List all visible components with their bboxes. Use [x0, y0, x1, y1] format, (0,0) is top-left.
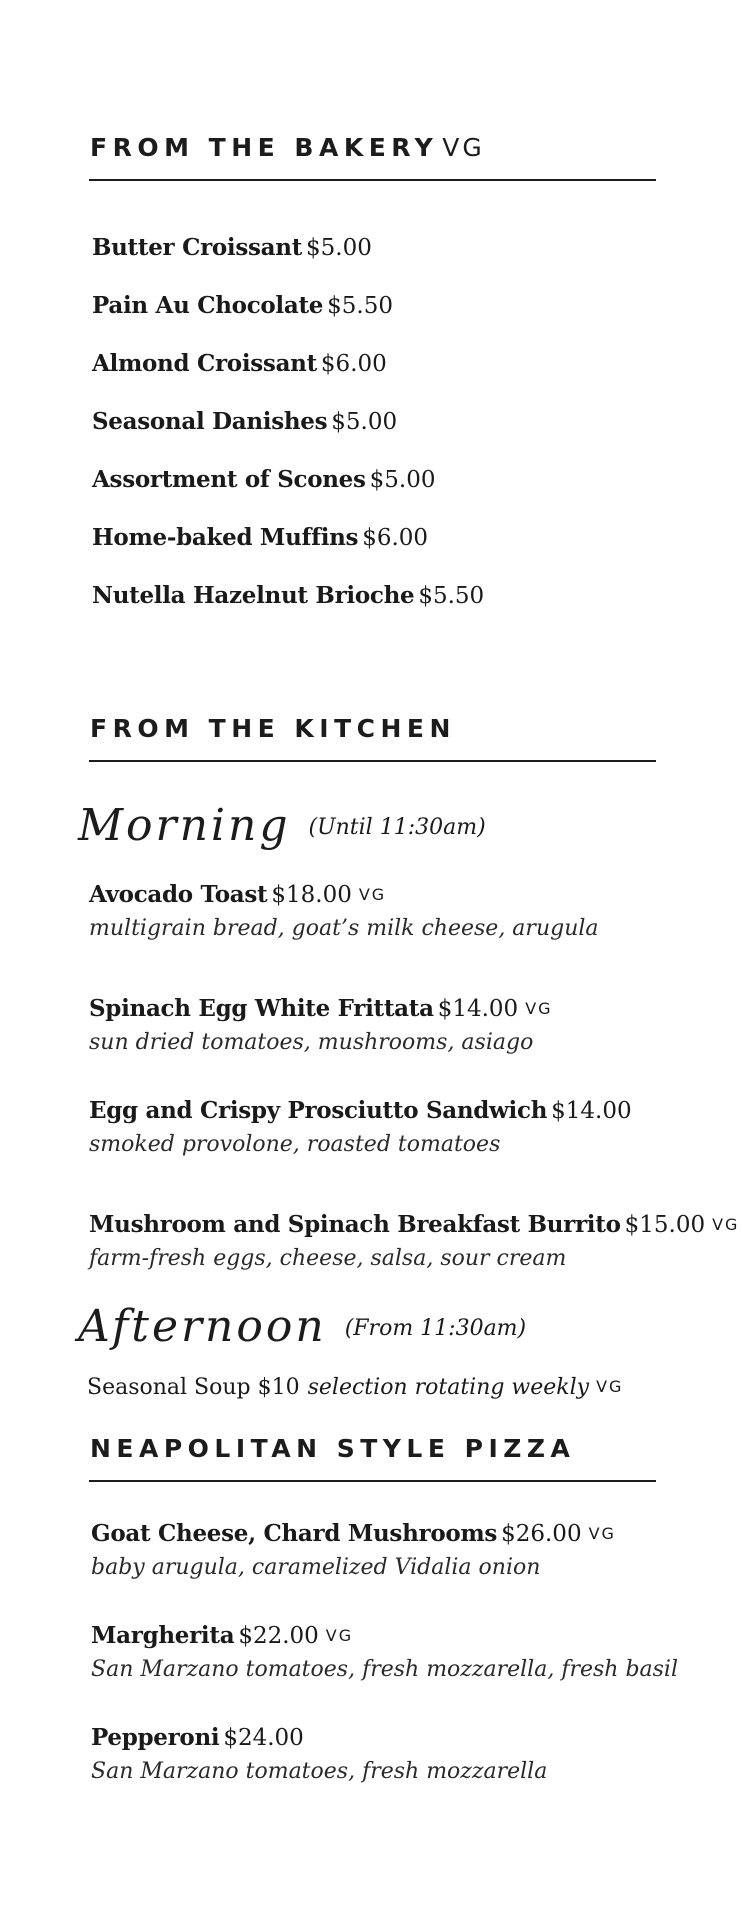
- menu-item: [89, 1211, 739, 1239]
- item-name: Assortment of Scones: [92, 466, 366, 493]
- item-description: baby arugula, caramelized Vidalia onion: [91, 1555, 541, 1580]
- menu-item: [92, 408, 397, 436]
- soup-selection: selection rotating weekly: [307, 1375, 590, 1400]
- afternoon-section-label: [78, 1301, 526, 1352]
- menu-item: [91, 1622, 353, 1650]
- item-name: Egg and Crispy Prosciutto Sandwich: [89, 1097, 548, 1124]
- morning-section-label: [78, 800, 486, 851]
- item-price: $6.00: [320, 351, 387, 377]
- item-description: San Marzano tomatoes, fresh mozzarella, fresh basil: [91, 1657, 679, 1682]
- item-description: multigrain bread, goat’s milk cheese, arugula: [89, 916, 599, 941]
- menu-item: [91, 1724, 304, 1752]
- item-price: $5.00: [306, 235, 372, 261]
- item-name: Butter Croissant: [92, 234, 303, 261]
- item-name: Pepperoni: [91, 1724, 220, 1751]
- item-name: Mushroom and Spinach Breakfast Burrito: [89, 1211, 621, 1238]
- pizza-title: NEAPOLITAN STYLE PIZZA: [90, 1434, 576, 1463]
- item-price: $14.00: [437, 996, 519, 1022]
- item-name: Avocado Toast: [89, 881, 268, 908]
- item-description: farm-fresh eggs, cheese, salsa, sour cream: [89, 1246, 567, 1271]
- menu-item: [89, 995, 553, 1023]
- item-description: sun dried tomatoes, mushrooms, asiago: [89, 1030, 534, 1055]
- kitchen-title: FROM THE KITCHEN: [90, 714, 456, 743]
- soup-name: Seasonal Soup: [87, 1375, 251, 1400]
- item-price: $14.00: [551, 1098, 632, 1124]
- vg-badge: VG: [325, 1626, 354, 1645]
- morning-script-heading: Morning: [78, 800, 291, 851]
- vg-badge: VG: [442, 133, 485, 162]
- item-name: Almond Croissant: [92, 350, 317, 377]
- menu-item: [92, 350, 387, 378]
- item-price: $5.00: [369, 467, 436, 493]
- item-price: $5.00: [331, 409, 398, 435]
- item-price: $22.00: [238, 1623, 319, 1649]
- menu-item: [92, 234, 372, 262]
- item-name: Pain Au Chocolate: [92, 292, 324, 319]
- bakery-heading: [90, 133, 485, 162]
- vg-badge: VG: [588, 1524, 616, 1543]
- menu-item: [92, 524, 428, 552]
- bakery-title: FROM THE BAKERY: [90, 133, 439, 162]
- menu-item: [92, 292, 393, 320]
- item-name: Seasonal Danishes: [92, 408, 328, 435]
- vg-badge: VG: [525, 999, 553, 1018]
- vg-badge: VG: [596, 1377, 624, 1396]
- pizza-divider: [89, 1480, 656, 1482]
- menu-item: [91, 1520, 616, 1548]
- morning-hours: (Until 11:30am): [308, 815, 486, 840]
- item-name: Goat Cheese, Chard Mushrooms: [91, 1520, 498, 1547]
- pizza-heading: [90, 1434, 575, 1463]
- soup-price: $10: [257, 1375, 300, 1400]
- menu-item: [89, 1097, 632, 1125]
- item-name: Home-baked Muffins: [92, 524, 359, 551]
- bakery-divider: [89, 179, 656, 181]
- item-price: $24.00: [223, 1725, 304, 1751]
- menu-item: [89, 881, 386, 909]
- item-price: $5.50: [418, 583, 485, 609]
- kitchen-divider: [89, 760, 656, 762]
- item-price: $26.00: [501, 1521, 582, 1547]
- menu-item: [92, 466, 436, 494]
- item-name: Nutella Hazelnut Brioche: [92, 582, 415, 609]
- item-price: $5.50: [327, 293, 393, 319]
- vg-badge: VG: [712, 1215, 740, 1234]
- item-name: Spinach Egg White Frittata: [89, 995, 434, 1022]
- kitchen-heading: [90, 714, 456, 743]
- afternoon-script-heading: Afternoon: [78, 1301, 327, 1352]
- item-description: San Marzano tomatoes, fresh mozzarella: [91, 1759, 548, 1784]
- item-price: $15.00: [624, 1212, 706, 1238]
- menu-item: [92, 582, 484, 610]
- item-description: smoked provolone, roasted tomatoes: [89, 1132, 501, 1157]
- afternoon-hours: (From 11:30am): [344, 1316, 527, 1341]
- vg-badge: VG: [358, 885, 387, 904]
- item-price: $6.00: [362, 525, 429, 551]
- soup-line: [87, 1373, 623, 1402]
- item-name: Margherita: [91, 1622, 235, 1649]
- item-price: $18.00: [271, 882, 352, 908]
